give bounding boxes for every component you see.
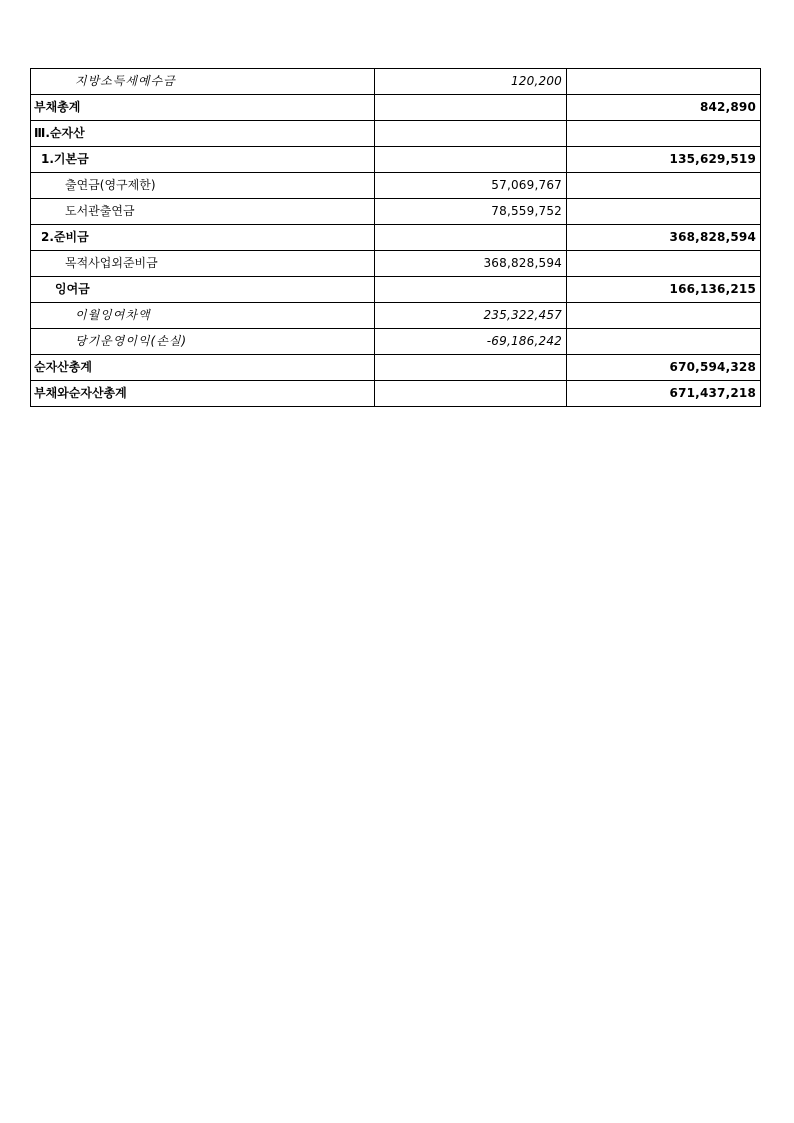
- sub-amount: 235,322,457: [375, 303, 567, 329]
- row-label: 잉여금: [31, 277, 375, 303]
- row-label: 목적사업외준비금: [31, 251, 375, 277]
- row-label: 1.기본금: [31, 147, 375, 173]
- total-amount: [567, 69, 761, 95]
- sub-amount: [375, 355, 567, 381]
- row-label: 출연금(영구제한): [31, 173, 375, 199]
- table-row: [31, 355, 761, 381]
- sub-amount: -69,186,242: [375, 329, 567, 355]
- total-amount: [567, 199, 761, 225]
- table-row: [31, 173, 761, 199]
- table-row: [31, 381, 761, 407]
- row-label: 당기운영이익(손실): [31, 329, 375, 355]
- table-row: [31, 277, 761, 303]
- sub-amount: [375, 225, 567, 251]
- sub-amount: [375, 95, 567, 121]
- row-label: 2.준비금: [31, 225, 375, 251]
- table-row: [31, 121, 761, 147]
- table-row: [31, 69, 761, 95]
- sub-amount: [375, 121, 567, 147]
- table-row: [31, 95, 761, 121]
- sub-amount: [375, 277, 567, 303]
- row-label: 부채와순자산총계: [31, 381, 375, 407]
- total-amount: [567, 303, 761, 329]
- total-amount: 842,890: [567, 95, 761, 121]
- total-amount: [567, 173, 761, 199]
- total-amount: 135,629,519: [567, 147, 761, 173]
- row-label: Ⅲ.순자산: [31, 121, 375, 147]
- row-label: 지방소득세예수금: [31, 69, 375, 95]
- total-amount: 670,594,328: [567, 355, 761, 381]
- sub-amount: 57,069,767: [375, 173, 567, 199]
- table-row: [31, 147, 761, 173]
- sub-amount: 78,559,752: [375, 199, 567, 225]
- financial-statement-sheet: [30, 68, 760, 407]
- total-amount: [567, 251, 761, 277]
- sub-amount: [375, 147, 567, 173]
- row-label: 부채총계: [31, 95, 375, 121]
- sub-amount: 120,200: [375, 69, 567, 95]
- table-row: [31, 225, 761, 251]
- table-row: [31, 251, 761, 277]
- row-label: 도서관출연금: [31, 199, 375, 225]
- total-amount: 368,828,594: [567, 225, 761, 251]
- row-label: 이월잉여차액: [31, 303, 375, 329]
- total-amount: [567, 121, 761, 147]
- total-amount: 671,437,218: [567, 381, 761, 407]
- total-amount: [567, 329, 761, 355]
- sub-amount: 368,828,594: [375, 251, 567, 277]
- total-amount: 166,136,215: [567, 277, 761, 303]
- sub-amount: [375, 381, 567, 407]
- table-row: [31, 199, 761, 225]
- table-row: [31, 303, 761, 329]
- row-label: 순자산총계: [31, 355, 375, 381]
- balance-sheet-table: [30, 68, 761, 407]
- table-row: [31, 329, 761, 355]
